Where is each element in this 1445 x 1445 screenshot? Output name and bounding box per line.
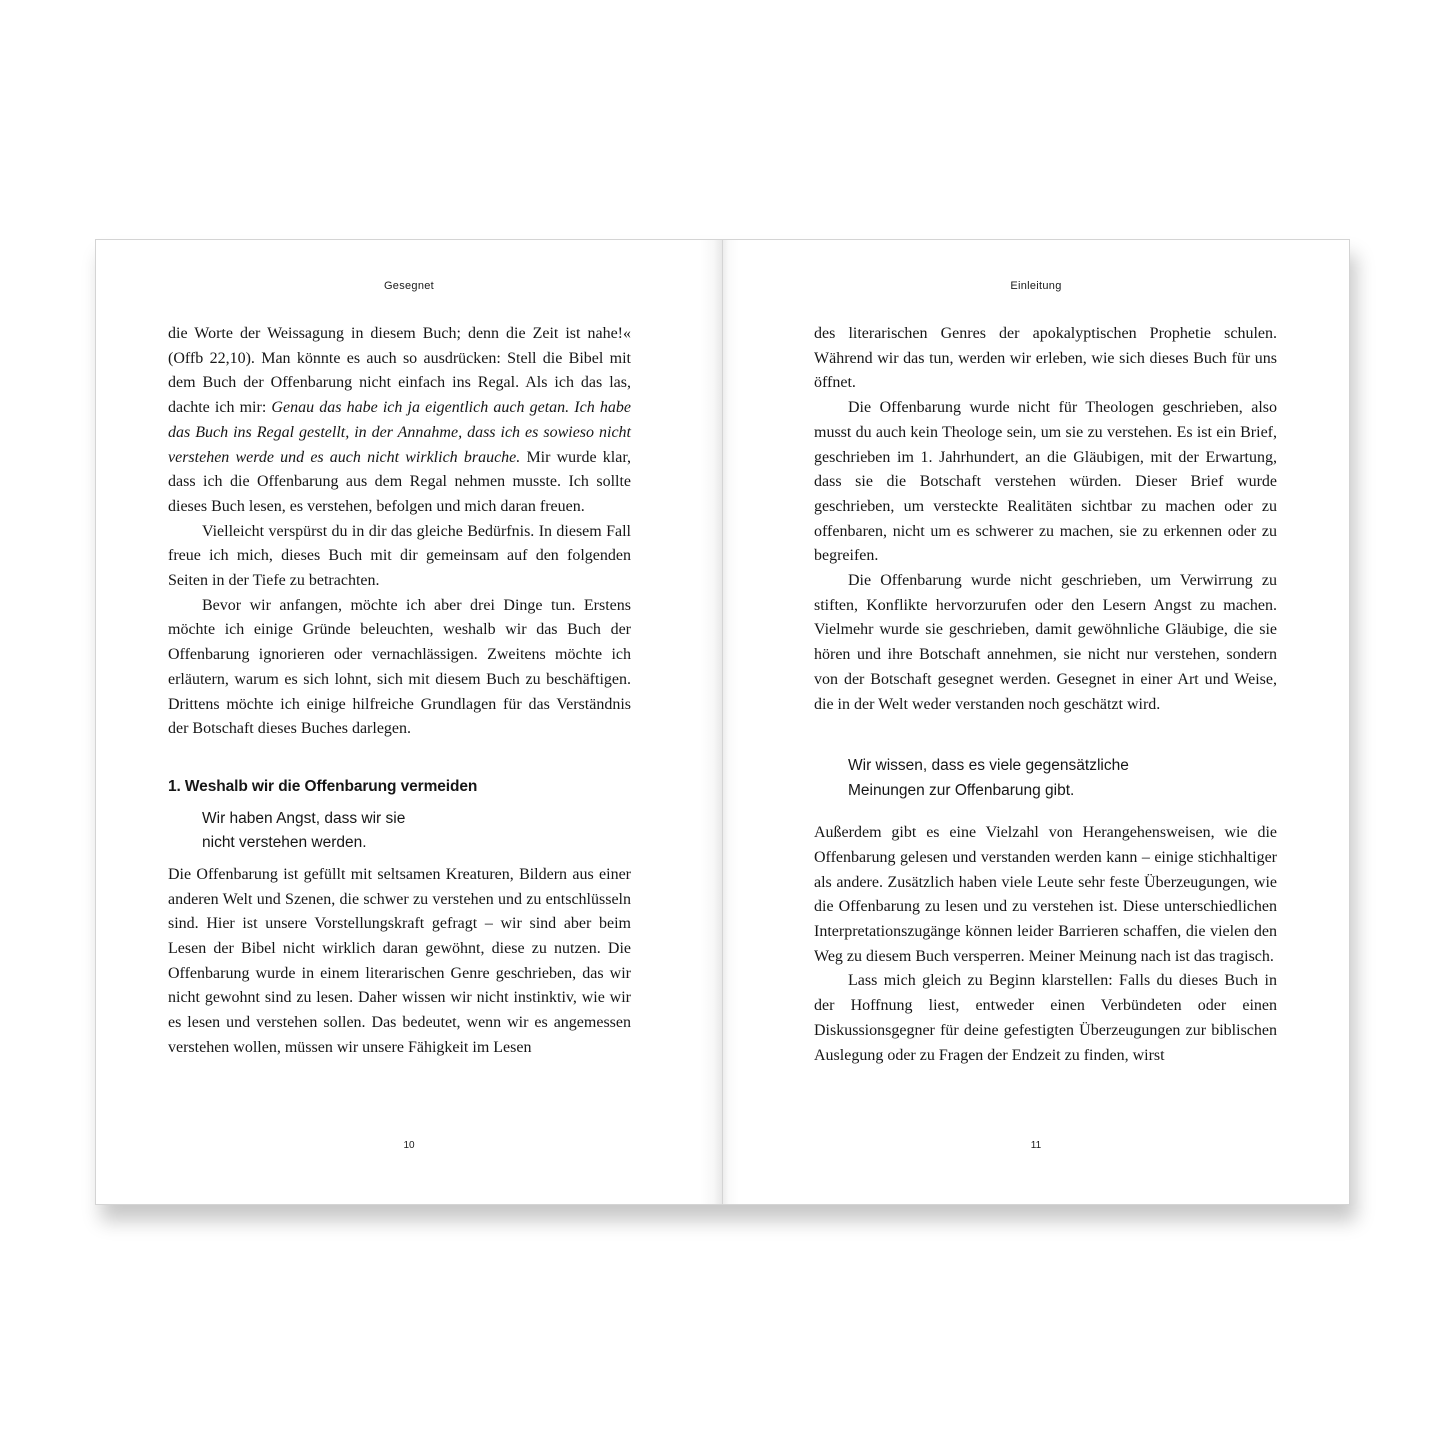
right-paragraph-3: Die Offenbarung wurde nicht geschrieben, um Verwirrung zu stiften, Konflikte hervorzurufen oder den Lesern Angst zu machen. Vielmehr wurde sie geschrieben, damit gewöhnliche Gläubige, die sie hören und ihre Botschaft annehmen, sie nicht nur verstehen, sondern von der Botschaft gesegnet werden. Gesegnet in einer Art und Weise, die in der Welt weder verstanden noch geschätzt wird. — [814, 572, 1277, 713]
left-paragraph-4: Die Offenbarung ist gefüllt mit seltsamen Kreaturen, Bildern aus einer anderen Welt und Szenen, die schwer zu verstehen und zu entschlüsseln sind. Hier ist unsere Vorstellungskraft gefragt – wir sind aber beim Lesen der Bibel nicht wirklich daran gewöhnt, diese zu nutzen. Die Offenbarung wurde in einem literarischen Genre geschrieben, das wir nicht gewohnt sind zu lesen. Daher wissen wir nicht instinktiv, wie wir es lesen und verstehen sollen. Das bedeutet, wenn wir es angemessen verstehen wollen, müssen wir unsere Fähigkeit im Lesen — [168, 865, 631, 1056]
right-page — [722, 239, 1350, 1205]
right-paragraph-2: Die Offenbarung wurde nicht für Theologen geschrieben, also musst du auch kein Theologe sein, um sie zu verstehen. Es ist ein Brief, geschrieben im 1. Jahrhundert, an die Gläubigen, mit der Erwartung, dass sie die Botschaft verstehen würden. Dieser Brief wurde geschrieben, um versteckte Realitäten sichtbar zu machen oder zu offenbaren, nicht um es schwerer zu machen, sie zu erkennen oder zu begreifen. — [814, 399, 1277, 565]
left-pullquote — [168, 807, 631, 856]
left-paragraph-1 — [168, 322, 631, 520]
left-paragraph-1-italic: Genau das habe ich ja eigentlich auch getan. Ich habe das Buch ins Regal gestellt, in der Annahme, dass ich es sowieso nicht verstehen werde und es auch nicht wirklich brauche. — [168, 399, 631, 466]
running-head-left: Gesegnet — [383, 280, 435, 292]
left-paragraph-1-text-a: die Worte der Weissagung in diesem Buch; denn die Zeit ist nahe!« (Offb 22,10). Man könnte es auch so ausdrücken: Stell die Bibel mit dem Buch der Offenbarung nicht einfach ins Regal. Als ich das las, dachte ich mir: — [168, 325, 631, 417]
right-page-body — [814, 322, 1277, 1068]
left-paragraph-2: Vielleicht verspürst du in dir das gleiche Bedürfnis. In diesem Fall freue ich mich, dieses Buch mit dir gemeinsam auf den folgenden Seiten in der Tiefe zu betrachten. — [168, 522, 631, 590]
section-heading: 1. Weshalb wir die Offenbarung vermeiden — [168, 777, 478, 795]
left-pullquote-line-2: nicht verstehen werden. — [202, 834, 367, 852]
right-pullquote — [814, 754, 1277, 803]
right-paragraph-4: Außerdem gibt es eine Vielzahl von Herangehensweisen, wie die Offenbarung gelesen und verstanden werden kann – einige stichhaltiger als andere. Zusätzlich haben viele Leute sehr feste Überzeugungen, wie die Offenbarung zu lesen und zu verstehen ist. Diese unterschiedlichen Interpretationszugänge können leider Barrieren schaffen, die vielen den Weg zu diesem Buch versperren. Meiner Meinung nach ist das tragisch. — [814, 824, 1277, 965]
right-paragraph-5: Lass mich gleich zu Beginn klarstellen: Falls du dieses Buch in der Hoffnung liest, entweder einen Verbündeten oder einen Diskussionsgegner für deine gefestigten Überzeugungen zur biblischen Auslegung oder zu Fragen der Endzeit zu finden, wirst — [814, 972, 1277, 1064]
left-page — [95, 239, 723, 1205]
page-number-right: 11 — [1030, 1140, 1042, 1151]
running-head-right: Einleitung — [1010, 280, 1062, 292]
left-paragraph-1-text-b: Mir wurde klar, dass ich die Offenbarung aus dem Regal nehmen musste. Ich sollte dieses Buch lesen, es verstehen, befolgen und mich daran freuen. — [168, 448, 632, 515]
left-paragraph-3: Bevor wir anfangen, möchte ich aber drei Dinge tun. Erstens möchte ich einige Gründe beleuchten, weshalb wir das Buch der Offenbarung ignorieren oder vernachlässigen. Zweitens möchte ich erläutern, warum es sich lohnt, sich mit diesem Buch zu beschäftigen. Drittens möchte ich einige hilfreiche Grundlagen für das Verständnis der Botschaft dieses Buches darlegen. — [168, 596, 631, 738]
right-paragraph-1: des literarischen Genres der apokalyptischen Prophetie schulen. Während wir das tun, werden wir erleben, wie sich dieses Buch für uns öffnet. — [814, 325, 1277, 392]
left-pullquote-line-1: Wir haben Angst, dass wir sie — [202, 809, 406, 827]
right-pullquote-line-1: Wir wissen, dass es viele gegensätzliche — [848, 757, 1129, 775]
left-page-body — [168, 322, 631, 1061]
book-spread — [95, 239, 1350, 1205]
right-pullquote-line-2: Meinungen zur Offenbarung gibt. — [848, 781, 1075, 799]
page-number-left: 10 — [403, 1140, 415, 1151]
